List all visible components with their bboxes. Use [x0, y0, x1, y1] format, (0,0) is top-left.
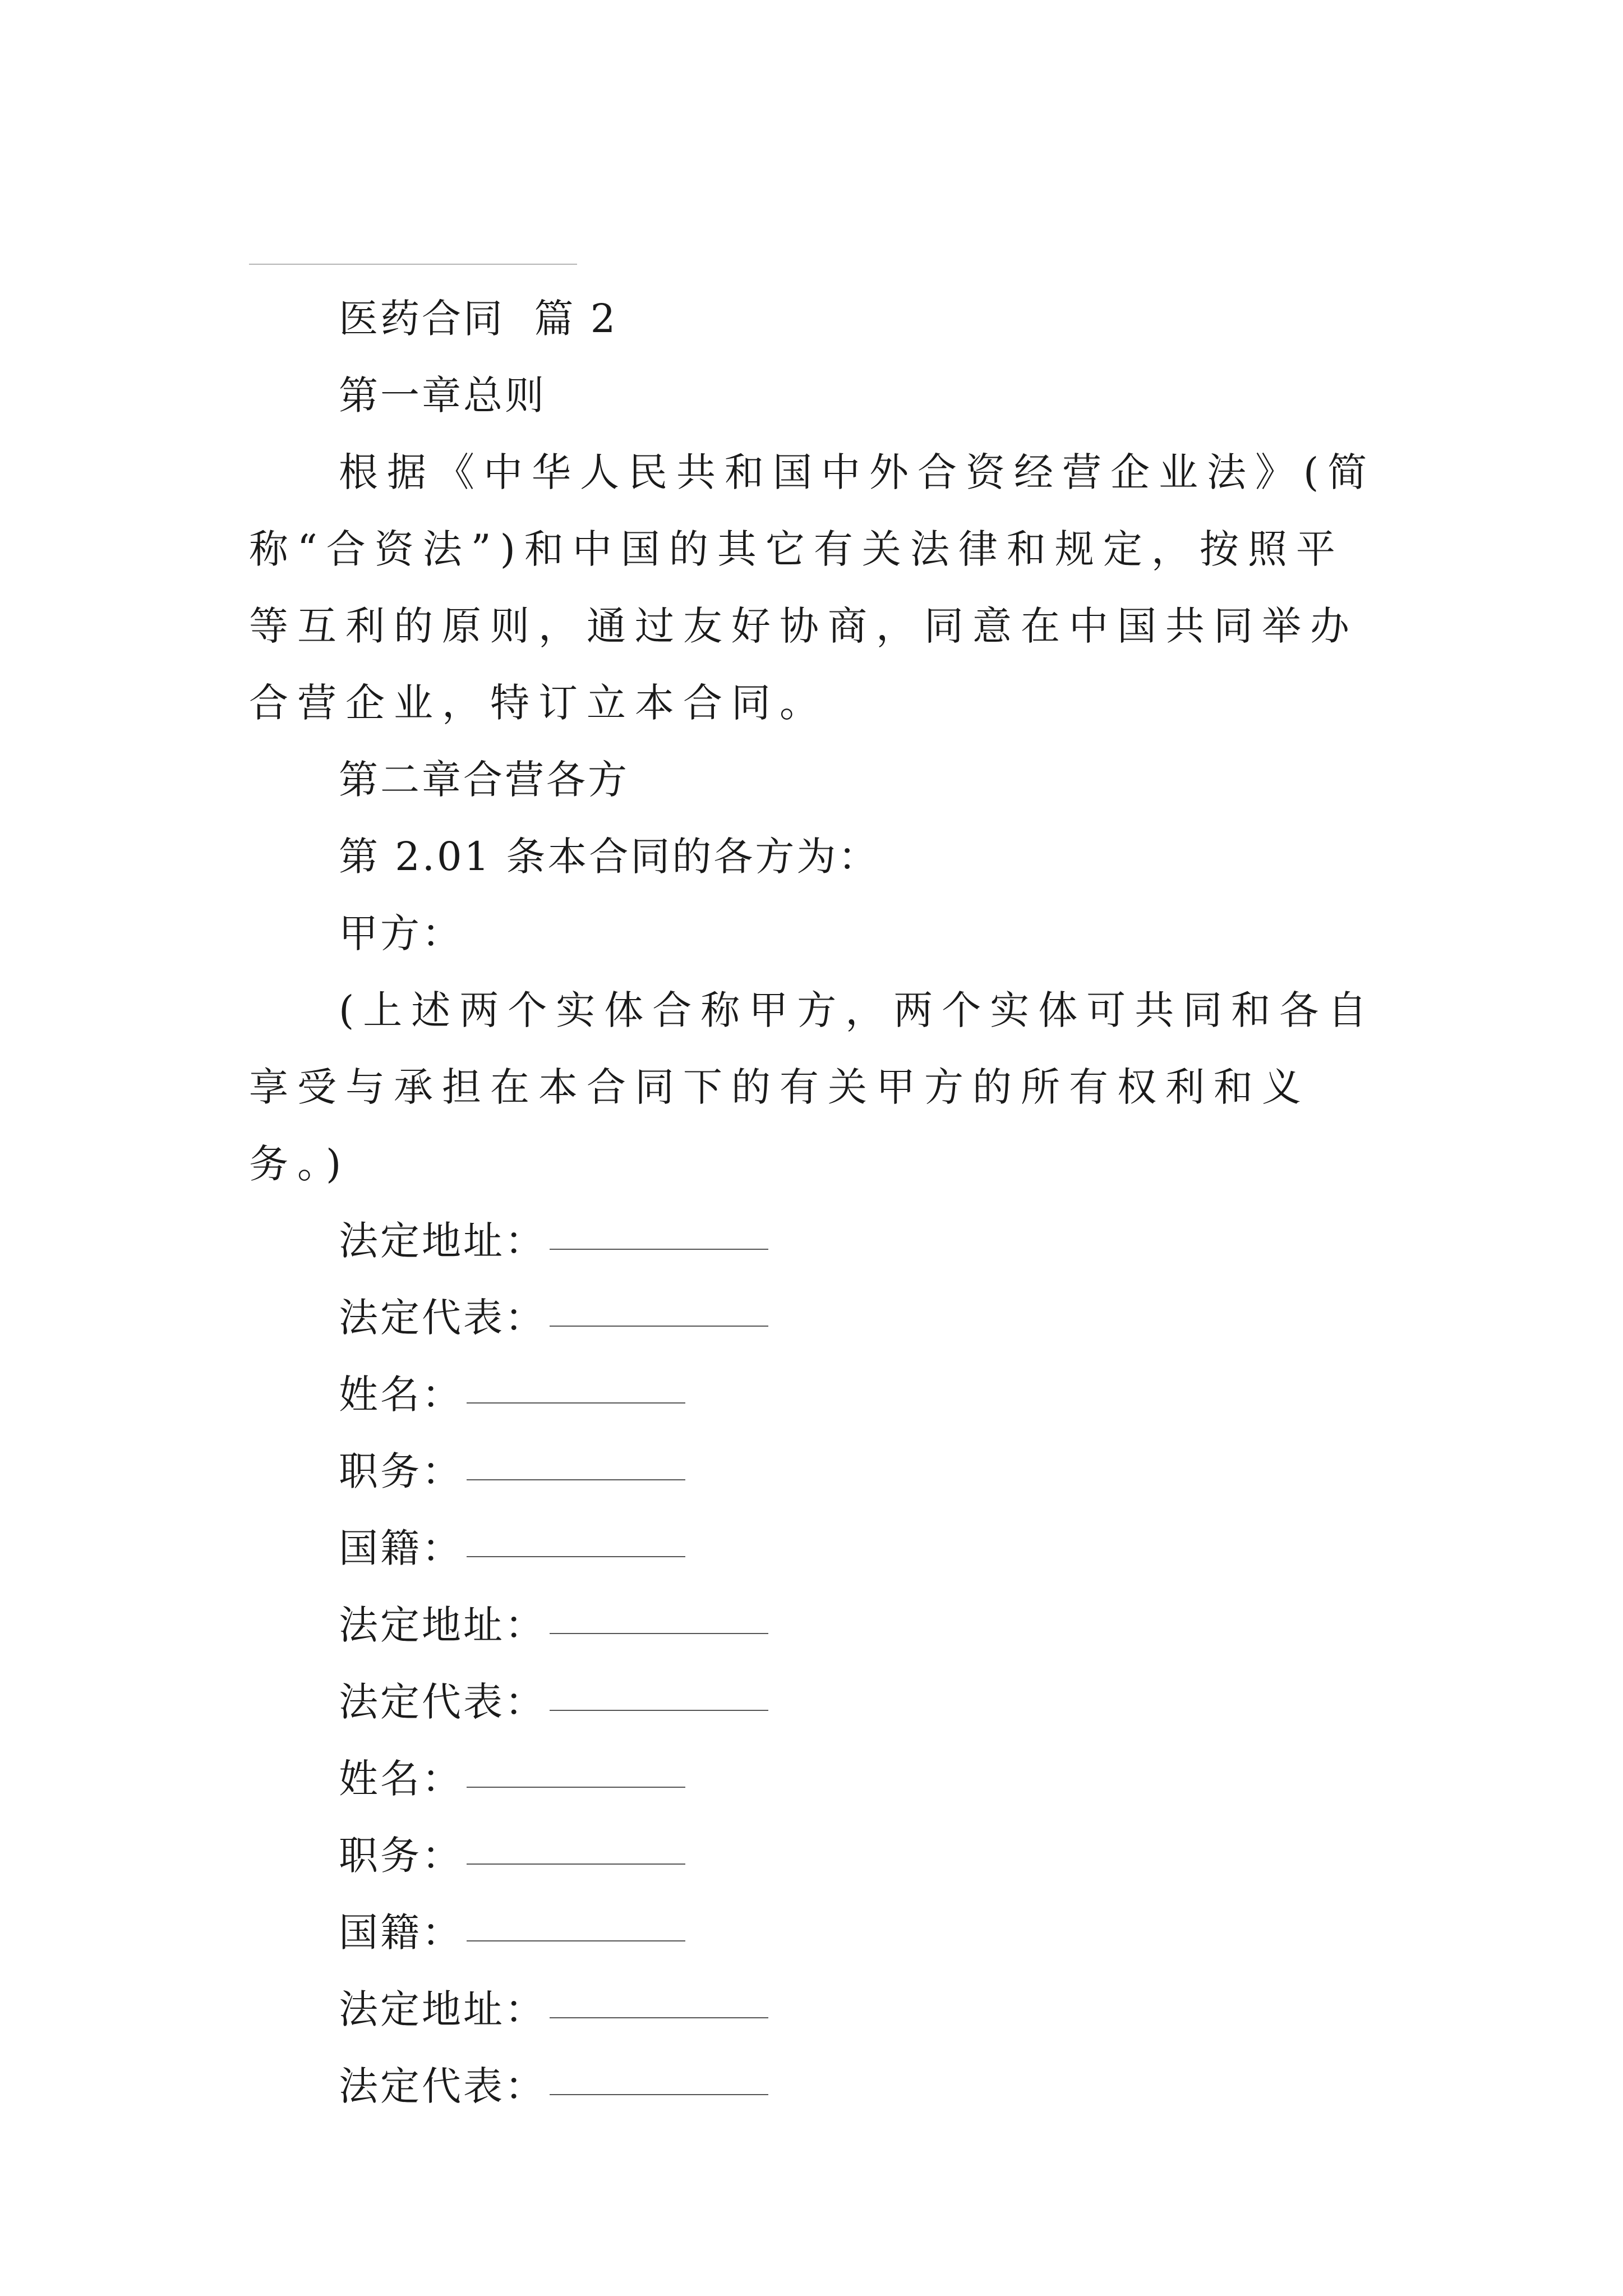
chapter-2-heading: 第二章合营各方 [339, 757, 629, 803]
fill-in-blank[interactable] [550, 2094, 768, 2095]
field-label: 国籍： [339, 1525, 463, 1571]
paragraph-party-a-note: (上述两个实体合称甲方，两个实体可共同和各自享受与承担在本合同下的有关甲方的所有权利和义务。) [249, 987, 1376, 1187]
field-legal-address-2 [249, 1587, 1387, 1664]
field-label: 法定地址： [339, 1986, 546, 2032]
field-label: 法定地址： [339, 1218, 546, 1264]
fill-in-blank[interactable] [550, 2017, 768, 2018]
fill-in-blank[interactable] [467, 1787, 685, 1788]
fill-in-blank[interactable] [467, 1479, 685, 1480]
field-legal-rep-3 [249, 2048, 1387, 2125]
field-label: 职务： [339, 1833, 463, 1879]
article-2-01: 第 2.01 条本合同的各方为： [339, 834, 880, 880]
field-legal-rep-2 [249, 1664, 1387, 1741]
field-label: 法定代表： [339, 2063, 546, 2109]
field-name-1 [249, 1356, 1387, 1433]
field-label: 法定代表： [339, 1679, 546, 1725]
paragraph-general-principles: 根据《中华人民共和国中外合资经营企业法》(简称“合资法”)和中国的其它有关法律和规定，按照平等互利的原则，通过友好协商，同意在中国共同举办合营企业，特订立本合同。 [249, 449, 1376, 726]
fill-in-blank[interactable] [550, 1326, 768, 1327]
field-nationality-2 [249, 1894, 1387, 1971]
fill-in-blank[interactable] [550, 1710, 768, 1711]
field-legal-address-1 [249, 1203, 1387, 1280]
document-page [249, 280, 1387, 2125]
field-label: 国籍： [339, 1910, 463, 1955]
header-rule [249, 264, 577, 265]
field-label: 法定地址： [339, 1602, 546, 1648]
fill-in-blank[interactable] [550, 1633, 768, 1634]
party-a-label: 甲方： [339, 910, 463, 956]
field-name-2 [249, 1741, 1387, 1818]
field-position-2 [249, 1818, 1387, 1894]
fill-in-blank[interactable] [550, 1249, 768, 1250]
fill-in-blank[interactable] [467, 1864, 685, 1865]
chapter-1-heading: 第一章总则 [339, 372, 546, 418]
field-nationality-1 [249, 1510, 1387, 1587]
fill-in-blank[interactable] [467, 1940, 685, 1941]
document-title: 医药合同 篇 2 [339, 296, 618, 342]
field-label: 法定代表： [339, 1295, 546, 1341]
fill-in-blank[interactable] [467, 1402, 685, 1404]
fill-in-blank[interactable] [467, 1556, 685, 1557]
field-position-1 [249, 1433, 1387, 1510]
field-legal-address-3 [249, 1971, 1387, 2048]
field-label: 姓名： [339, 1756, 463, 1802]
field-label: 职务： [339, 1448, 463, 1494]
field-label: 姓名： [339, 1372, 463, 1418]
field-legal-rep-1 [249, 1280, 1387, 1356]
